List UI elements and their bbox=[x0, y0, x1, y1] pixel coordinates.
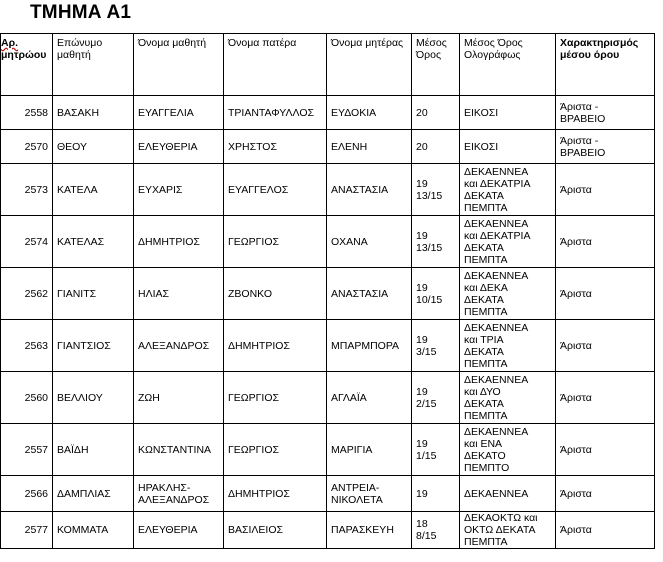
words-line: ΔΕΚΑΤΑ bbox=[464, 241, 504, 254]
cell-avg bbox=[412, 216, 460, 268]
char-line: Άριστα bbox=[560, 443, 592, 456]
words-line: ΠΕΜΠΤΑ bbox=[464, 305, 508, 318]
cell-avg-words bbox=[460, 268, 556, 320]
cell-father: ΤΡΙΑΝΤΑΦΥΛΛΟΣ bbox=[224, 96, 327, 130]
cell-avg bbox=[412, 476, 460, 512]
avg-line: 19 bbox=[416, 177, 428, 190]
cell-am: 2566 bbox=[1, 476, 53, 512]
avg-line: 13/15 bbox=[416, 241, 443, 254]
cell-characterization bbox=[556, 96, 655, 130]
words-line: και ΔΕΚΑΤΡΙΑ bbox=[464, 229, 531, 242]
cell-am: 2557 bbox=[1, 424, 53, 476]
words-line: ΔΕΚΑΤΑ bbox=[464, 189, 504, 202]
cell-avg bbox=[412, 372, 460, 424]
cell-avg bbox=[412, 512, 460, 549]
words-line: ΠΕΜΠΤΑ bbox=[464, 536, 508, 548]
cell-avg bbox=[412, 164, 460, 216]
cell-avg bbox=[412, 130, 460, 164]
cell-characterization bbox=[556, 216, 655, 268]
avg-line: 19 bbox=[416, 385, 428, 398]
words-line: και ΔΥΟ bbox=[464, 385, 501, 398]
header-characterization: Χαρακτηρισμός μέσου όρου bbox=[556, 34, 655, 96]
cell-am: 2562 bbox=[1, 268, 53, 320]
avg-line: 8/15 bbox=[416, 530, 437, 542]
avg-line: 2/15 bbox=[416, 397, 437, 410]
words-line: ΔΕΚΑΕΝΝΕΑ bbox=[464, 165, 529, 178]
cell-mother: ΕΥΔΟΚΙΑ bbox=[327, 96, 412, 130]
cell-surname: ΒΑΪΔΗ bbox=[53, 424, 134, 476]
cell-mother: ΜΑΡΙΓΙΑ bbox=[327, 424, 412, 476]
cell-avg-words bbox=[460, 164, 556, 216]
cell-characterization bbox=[556, 512, 655, 549]
cell-characterization bbox=[556, 372, 655, 424]
cell-father: ΔΗΜΗΤΡΙΟΣ bbox=[224, 320, 327, 372]
cell-am: 2570 bbox=[1, 130, 53, 164]
words-line: ΕΙΚΟΣΙ bbox=[464, 140, 499, 153]
cell-surname: ΔΑΜΠΛΙΑΣ bbox=[53, 476, 134, 512]
cell-characterization bbox=[556, 164, 655, 216]
header-am-first: Αρ. bbox=[1, 37, 18, 49]
cell-father: ΖΒΟΝΚΟ bbox=[224, 268, 327, 320]
words-line: ΠΕΜΠΤΑ bbox=[464, 357, 508, 370]
words-line: ΔΕΚΑΕΝΝΕΑ bbox=[464, 321, 529, 334]
cell-father: ΔΗΜΗΤΡΙΟΣ bbox=[224, 476, 327, 512]
cell-mother bbox=[327, 476, 412, 512]
cell-name: ΕΛΕΥΘΕΡΙΑ bbox=[134, 512, 224, 549]
words-line: ΔΕΚΑΕΝΝΕΑ bbox=[464, 425, 529, 438]
char-line: Άριστα bbox=[560, 524, 592, 536]
cell-avg bbox=[412, 96, 460, 130]
char-line: Άριστα bbox=[560, 235, 592, 248]
cell-surname: ΘΕΟΥ bbox=[53, 130, 134, 164]
words-line: και ΤΡΙΑ bbox=[464, 333, 504, 346]
header-surname: Επώνυμο μαθητή bbox=[53, 34, 134, 96]
avg-line: 1/15 bbox=[416, 449, 437, 462]
cell-mother: ΕΛΕΝΗ bbox=[327, 130, 412, 164]
words-line: ΔΕΚΑΕΝΝΕΑ bbox=[464, 217, 529, 230]
avg-line: 18 bbox=[416, 518, 428, 530]
cell-father: ΒΑΣΙΛΕΙΟΣ bbox=[224, 512, 327, 549]
cell-avg-words bbox=[460, 372, 556, 424]
cell-name: ΚΩΝΣΤΑΝΤΙΝΑ bbox=[134, 424, 224, 476]
words-line: ΠΕΜΠΤΟ bbox=[464, 461, 510, 474]
cell-surname: ΓΙΑΝΙΤΣ bbox=[53, 268, 134, 320]
cell-characterization bbox=[556, 320, 655, 372]
words-line: και ΕΝΑ bbox=[464, 437, 503, 450]
header-mother: Όνομα μητέρας bbox=[327, 34, 412, 96]
words-line: ΔΕΚΑΤΟ bbox=[464, 449, 506, 462]
cell-avg bbox=[412, 268, 460, 320]
header-row bbox=[1, 34, 655, 96]
cell-avg-words bbox=[460, 424, 556, 476]
avg-line: 20 bbox=[416, 140, 428, 153]
header-father: Όνομα πατέρα bbox=[224, 34, 327, 96]
cell-name bbox=[134, 476, 224, 512]
cell-mother: ΠΑΡΑΣΚΕΥΗ bbox=[327, 512, 412, 549]
table-row bbox=[1, 130, 655, 164]
cell-name: ΕΥΧΑΡΙΣ bbox=[134, 164, 224, 216]
cell-surname: ΓΙΑΝΤΣΙΟΣ bbox=[53, 320, 134, 372]
cell-father: ΕΥΑΓΓΕΛΟΣ bbox=[224, 164, 327, 216]
cell-am: 2574 bbox=[1, 216, 53, 268]
table-row bbox=[1, 512, 655, 549]
page-title: ΤΜΗΜΑ Α1 bbox=[30, 2, 132, 23]
name-line: ΗΡΑΚΛΗΣ- bbox=[138, 481, 191, 494]
avg-line: 13/15 bbox=[416, 189, 443, 202]
words-line: ΠΕΜΠΤΑ bbox=[464, 201, 508, 214]
words-line: ΔΕΚΑΕΝΝΕΑ bbox=[464, 487, 529, 500]
cell-father: ΓΕΩΡΓΙΟΣ bbox=[224, 372, 327, 424]
cell-avg-words bbox=[460, 96, 556, 130]
cell-mother: ΑΝΑΣΤΑΣΙΑ bbox=[327, 164, 412, 216]
cell-avg-words bbox=[460, 320, 556, 372]
cell-am: 2560 bbox=[1, 372, 53, 424]
table-row bbox=[1, 372, 655, 424]
words-line: ΠΕΜΠΤΑ bbox=[464, 409, 508, 422]
header-am bbox=[1, 34, 53, 96]
words-line: ΔΕΚΑΟΚΤΩ και bbox=[464, 512, 538, 524]
avg-line: 10/15 bbox=[416, 293, 443, 306]
cell-characterization bbox=[556, 424, 655, 476]
cell-name: ΖΩΗ bbox=[134, 372, 224, 424]
cell-surname: ΒΑΣΑΚΗ bbox=[53, 96, 134, 130]
cell-name: ΕΥΑΓΓΕΛΙΑ bbox=[134, 96, 224, 130]
avg-line: 3/15 bbox=[416, 345, 437, 358]
char-line: ΒΡΑΒΕΙΟ bbox=[560, 112, 606, 125]
table-row bbox=[1, 268, 655, 320]
words-line: ΟΚΤΩ ΔΕΚΑΤΑ bbox=[464, 524, 536, 536]
table-row bbox=[1, 96, 655, 130]
table-row bbox=[1, 476, 655, 512]
header-avg: Μέσος Όρος bbox=[412, 34, 460, 96]
cell-am: 2573 bbox=[1, 164, 53, 216]
words-line: ΕΙΚΟΣΙ bbox=[464, 106, 499, 119]
table-row bbox=[1, 320, 655, 372]
char-line: Άριστα bbox=[560, 487, 592, 500]
cell-avg-words bbox=[460, 130, 556, 164]
grades-table bbox=[0, 33, 655, 549]
cell-father: ΓΕΩΡΓΙΟΣ bbox=[224, 216, 327, 268]
cell-am: 2558 bbox=[1, 96, 53, 130]
header-avg-words: Μέσος Όρος Ολογράφως bbox=[460, 34, 556, 96]
avg-line: 19 bbox=[416, 487, 428, 500]
cell-avg-words bbox=[460, 216, 556, 268]
cell-mother: ΑΝΑΣΤΑΣΙΑ bbox=[327, 268, 412, 320]
char-line: Άριστα bbox=[560, 183, 592, 196]
name-line: ΑΛΕΞΑΝΔΡΟΣ bbox=[138, 493, 210, 506]
mother-line: ΑΝΤΡΕΙΑ- bbox=[331, 481, 380, 494]
table-row bbox=[1, 216, 655, 268]
words-line: και ΔΕΚΑ bbox=[464, 281, 508, 294]
table-row bbox=[1, 424, 655, 476]
header-name: Όνομα μαθητή bbox=[134, 34, 224, 96]
char-line: Άριστα bbox=[560, 391, 592, 404]
cell-name: ΗΛΙΑΣ bbox=[134, 268, 224, 320]
cell-name: ΕΛΕΥΘΕΡΙΑ bbox=[134, 130, 224, 164]
avg-line: 19 bbox=[416, 281, 428, 294]
words-line: ΔΕΚΑΕΝΝΕΑ bbox=[464, 269, 529, 282]
words-line: και ΔΕΚΑΤΡΙΑ bbox=[464, 177, 531, 190]
char-line: ΒΡΑΒΕΙΟ bbox=[560, 146, 606, 159]
cell-avg-words bbox=[460, 476, 556, 512]
cell-characterization bbox=[556, 130, 655, 164]
cell-am: 2563 bbox=[1, 320, 53, 372]
avg-line: 19 bbox=[416, 333, 428, 346]
cell-mother: ΑΓΛΑΪΑ bbox=[327, 372, 412, 424]
cell-avg bbox=[412, 320, 460, 372]
cell-surname: ΚΑΤΕΛΑ bbox=[53, 164, 134, 216]
cell-avg-words bbox=[460, 512, 556, 549]
avg-line: 19 bbox=[416, 437, 428, 450]
mother-line: ΝΙΚΟΛΕΤΑ bbox=[331, 493, 383, 506]
char-line: Άριστα - bbox=[560, 134, 599, 147]
header-am-rest: μητρώου bbox=[1, 49, 47, 61]
words-line: ΔΕΚΑΤΑ bbox=[464, 345, 504, 358]
char-line: Άριστα bbox=[560, 287, 592, 300]
cell-father: ΓΕΩΡΓΙΟΣ bbox=[224, 424, 327, 476]
cell-characterization bbox=[556, 268, 655, 320]
cell-characterization bbox=[556, 476, 655, 512]
cell-surname: ΒΕΛΛΙΟΥ bbox=[53, 372, 134, 424]
words-line: ΔΕΚΑΤΑ bbox=[464, 293, 504, 306]
table-row bbox=[1, 164, 655, 216]
words-line: ΔΕΚΑΤΑ bbox=[464, 397, 504, 410]
cell-surname: ΚΑΤΕΛΑΣ bbox=[53, 216, 134, 268]
cell-avg bbox=[412, 424, 460, 476]
cell-father: ΧΡΗΣΤΟΣ bbox=[224, 130, 327, 164]
cell-name: ΑΛΕΞΑΝΔΡΟΣ bbox=[134, 320, 224, 372]
words-line: ΠΕΜΠΤΑ bbox=[464, 253, 508, 266]
words-line: ΔΕΚΑΕΝΝΕΑ bbox=[464, 373, 529, 386]
cell-name: ΔΗΜΗΤΡΙΟΣ bbox=[134, 216, 224, 268]
char-line: Άριστα bbox=[560, 339, 592, 352]
cell-mother: ΜΠΑΡΜΠΟΡΑ bbox=[327, 320, 412, 372]
cell-surname: ΚΟΜΜΑΤΑ bbox=[53, 512, 134, 549]
cell-am: 2577 bbox=[1, 512, 53, 549]
avg-line: 20 bbox=[416, 106, 428, 119]
avg-line: 19 bbox=[416, 229, 428, 242]
char-line: Άριστα - bbox=[560, 100, 599, 113]
cell-mother: ΟΧΑΝΑ bbox=[327, 216, 412, 268]
